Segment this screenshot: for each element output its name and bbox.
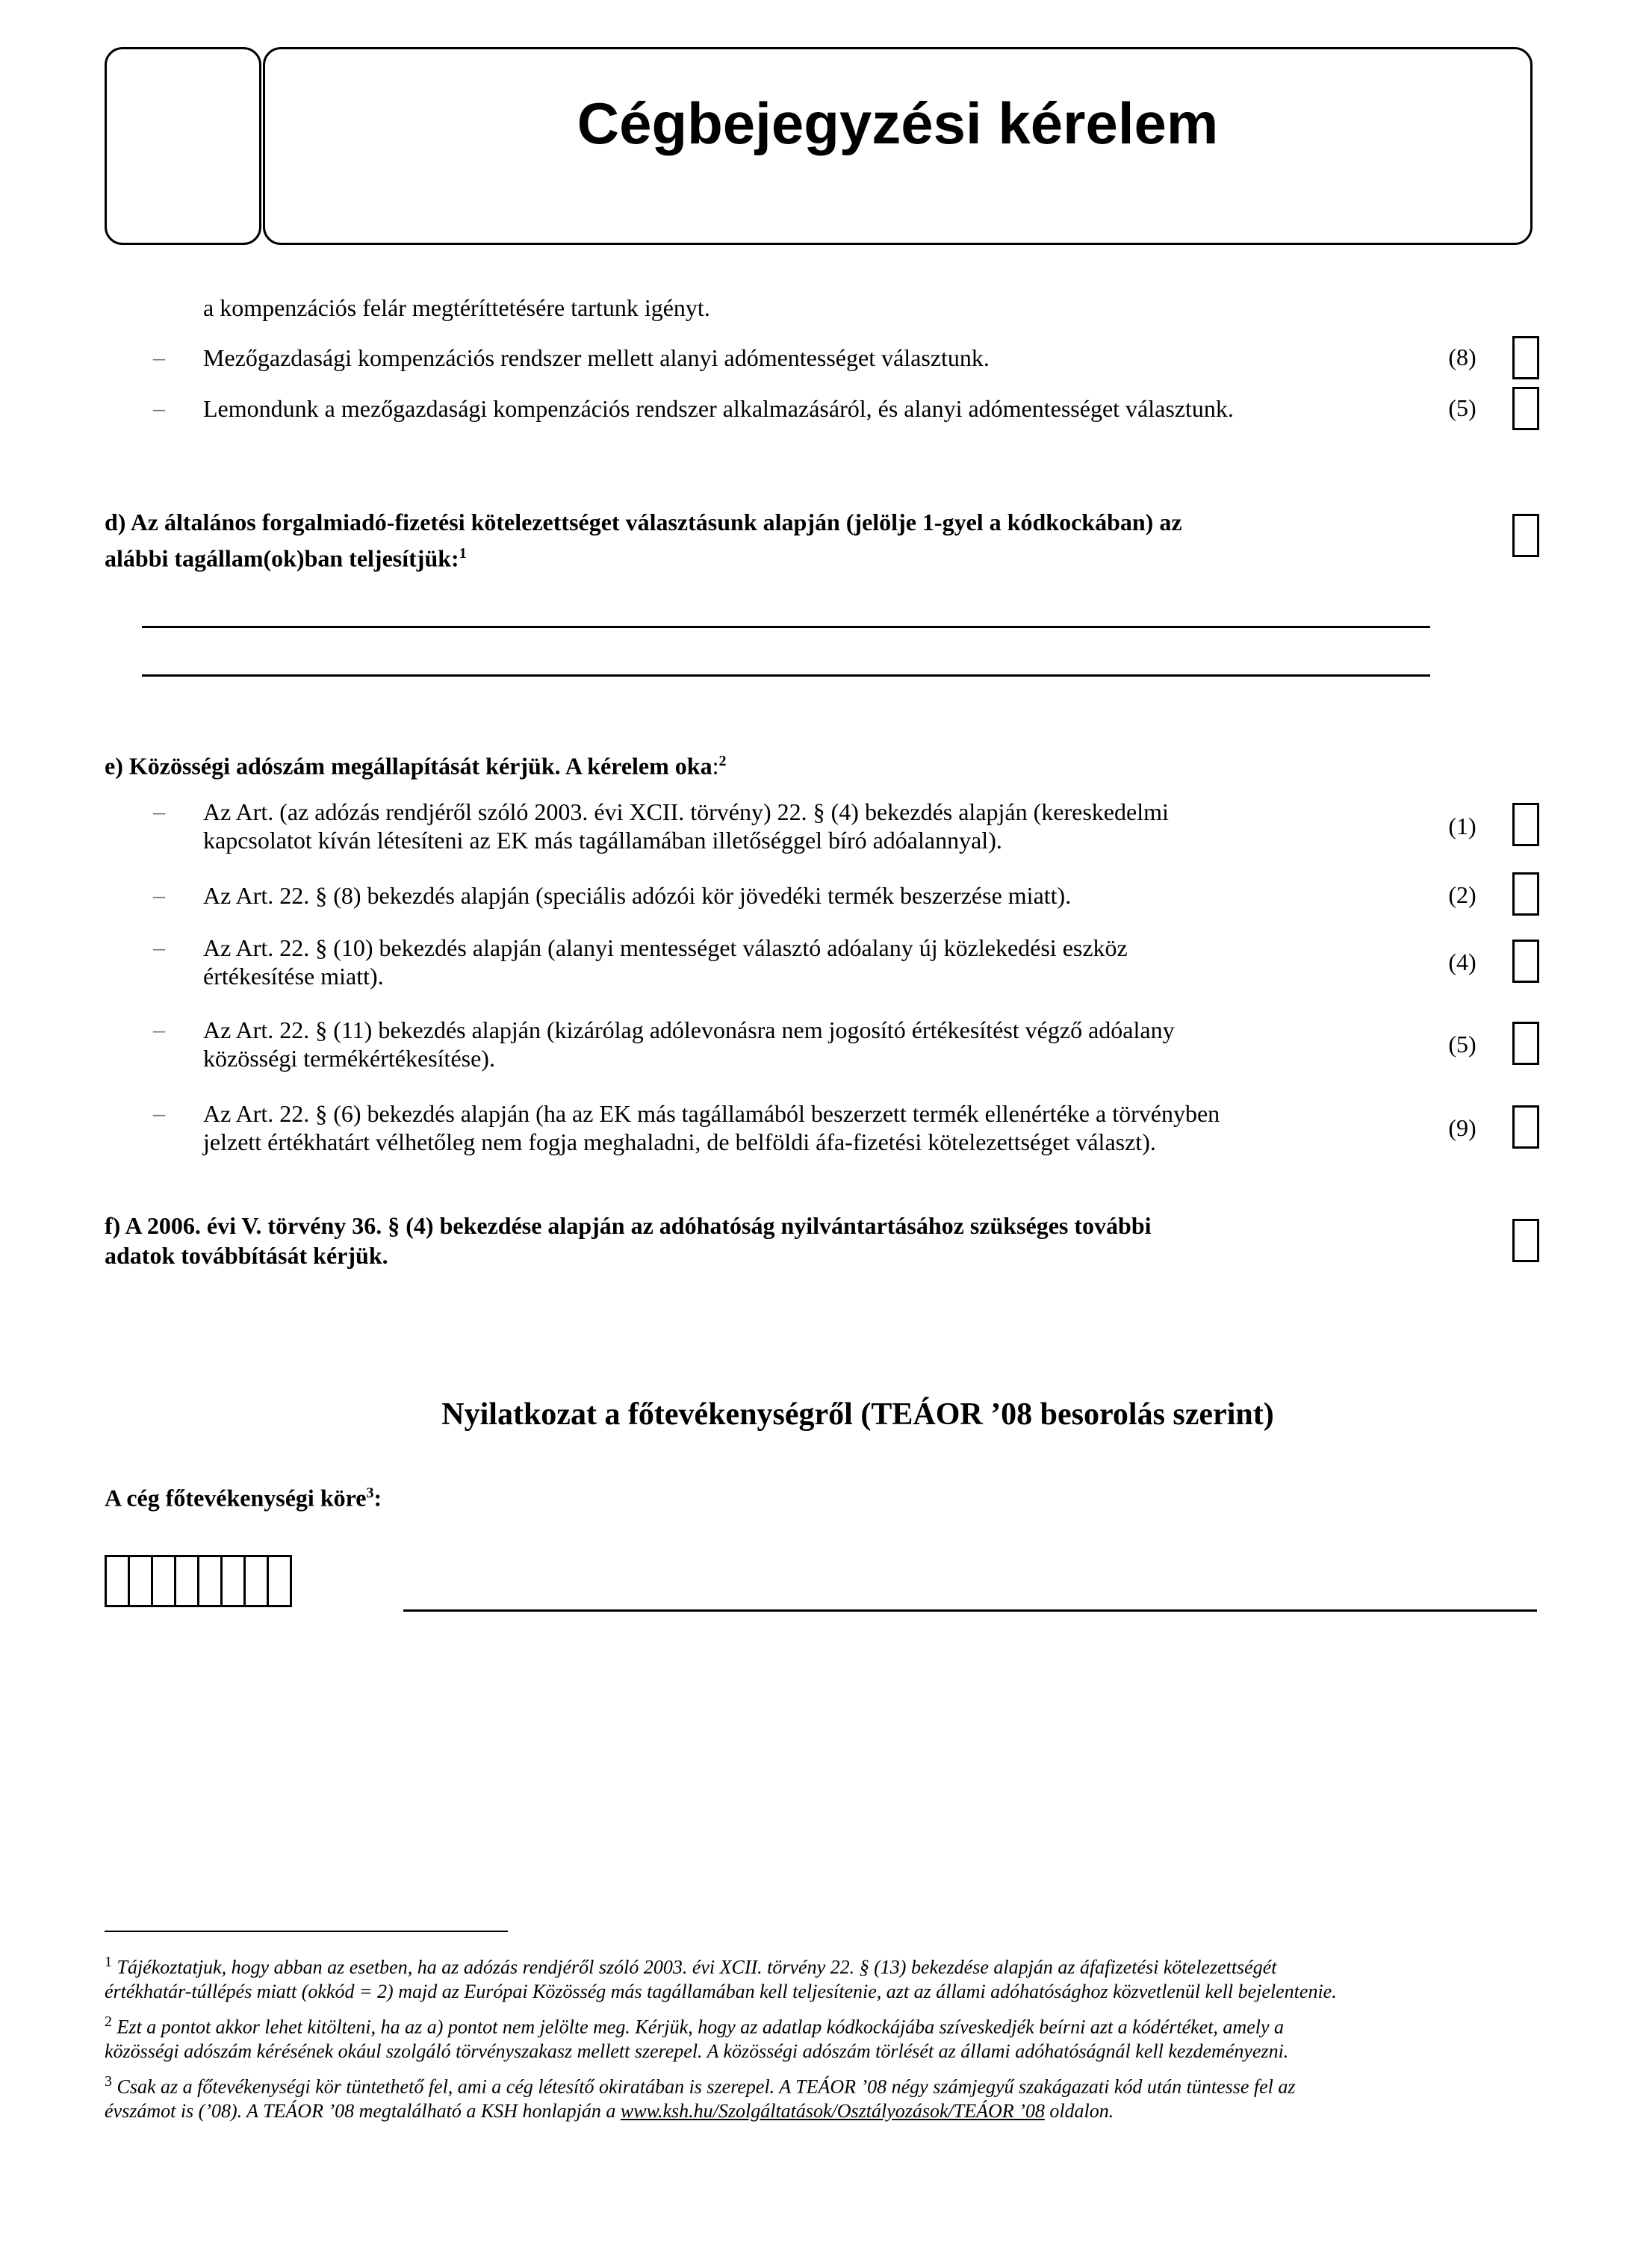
code-box-section-f[interactable] (1512, 1219, 1539, 1262)
list-dash: – (153, 1099, 165, 1126)
main-activity-label: A cég főtevékenységi köre$^3$: (105, 1484, 382, 1512)
footnote-ref: 1 (459, 545, 467, 562)
code-box-reason-9[interactable] (1512, 1105, 1539, 1149)
code-label: (5) (1448, 1031, 1476, 1058)
teaor-digit-box[interactable] (105, 1555, 130, 1607)
compensation-option-5-text: Lemondunk a mezőgazdasági kompenzációs rendszer alkalmazásáról, és alanyi adómentességet választunk. (203, 395, 1234, 422)
teaor-digit-box[interactable] (220, 1555, 246, 1607)
section-d-line1: d) Az általános forgalmiadó-fizetési kötelezettséget választásunk alapján (jelölje 1-gyel a kódkockában) az (105, 509, 1182, 535)
list-dash: – (153, 394, 165, 421)
teaor-digit-box[interactable] (197, 1555, 223, 1607)
code-label: (8) (1448, 344, 1476, 370)
header-left-box (105, 47, 261, 245)
reason-9-line1: Az Art. 22. § (6) bekezdés alapján (ha az EK más tagállamából beszerzett termék ellenértéke a törvényben (203, 1100, 1220, 1127)
code-label: (2) (1448, 881, 1476, 908)
reason-5-line1: Az Art. 22. § (11) bekezdés alapján (kizárólag adólevonásra nem jogosító értékesítést végző adóalany (203, 1016, 1175, 1043)
code-box-reason-5[interactable] (1512, 1022, 1539, 1065)
footnote-3-line2: évszámot is (’08). A TEÁOR ’08 megtalálható a KSH honlapján a www.ksh.hu/Szolgáltatások/Osztályozások/TEÁOR ’08 oldalon. (105, 2100, 1114, 2122)
section-e-heading: e) Közösségi adószám megállapítását kérjük. A kérelem oka:$^2$ (105, 752, 727, 780)
footnote-2-line1: $^2$ Ezt a pontot akkor lehet kitölteni, ha az a) pontot nem jelölte meg. Kérjük, hogy az adatlap kódkockájába szíveskedjék beírni azt a kódértéket, amely a (105, 2013, 1285, 2038)
section-f-line1: f) A 2006. évi V. törvény 36. § (4) bekezdése alapján az adóhatóság nyilvántartásához szükséges további (105, 1212, 1152, 1239)
list-dash: – (153, 1016, 165, 1043)
section-f-line2: adatok továbbítását kérjük. (105, 1242, 388, 1269)
declaration-title: Nyilatkozat a főtevékenységről (TEÁOR ’08 besorolás szerint) (441, 1397, 1274, 1432)
code-box-reason-2[interactable] (1512, 872, 1539, 916)
list-dash: – (153, 881, 165, 908)
reason-4-line2: értékesítése miatt). (203, 963, 384, 990)
reason-5-line2: közösségi termékértékesítése). (203, 1045, 495, 1072)
compensation-continuation: a kompenzációs felár megtéríttetésére tartunk igényt. (203, 294, 710, 321)
footnote-1-line2: értékhatár-túllépés miatt (okkód = 2) majd az Európai Közösség más tagállamában kell teljesítenie, azt az állami adóhatósághoz közvetlenül kell bejelentenie. (105, 1981, 1337, 2002)
teaor-digit-box[interactable] (128, 1555, 153, 1607)
code-label: (9) (1448, 1114, 1476, 1141)
list-dash: – (153, 934, 165, 960)
reason-1-line2: kapcsolatot kíván létesíteni az EK más tagállamában illetőséggel bíró adóalannyal). (203, 827, 1002, 854)
footnote-3-line1: $^3$ Csak az a főtevékenységi kör tüntethető fel, ami a cég létesítő okiratában is szerepel. A TEÁOR ’08 négy számjegyű szakágazati kód után tüntesse fel az (105, 2073, 1296, 2098)
footnote-ref: 2 (718, 753, 727, 769)
footnote-ref: 3 (366, 1485, 374, 1501)
code-label: (5) (1448, 394, 1476, 421)
ksh-teaor-link[interactable]: www.ksh.hu/Szolgáltatások/Osztályozások/TEÁOR ’08 (620, 2100, 1045, 2122)
reason-4-line1: Az Art. 22. § (10) bekezdés alapján (alanyi mentességet választó adóalany új közlekedési eszköz (203, 934, 1128, 961)
footnote-1-line1: $^1$ Tájékoztatjuk, hogy abban az esetben, ha az adózás rendjéről szóló 2003. évi XCII. törvény 22. § (13) bekezdése alapján az áfafizetési kötelezettségét (105, 1954, 1277, 1978)
member-state-line-2[interactable] (142, 674, 1430, 677)
list-dash: – (153, 344, 165, 370)
teaor-digit-box[interactable] (243, 1555, 269, 1607)
teaor-digit-box[interactable] (174, 1555, 199, 1607)
code-label: (1) (1448, 813, 1476, 839)
member-state-line-1[interactable] (142, 626, 1430, 628)
section-d-line2: alábbi tagállam(ok)ban teljesítjük:$^1$ (105, 544, 467, 572)
page-title: Cégbejegyzési kérelem (577, 90, 1219, 156)
teaor-digit-box[interactable] (151, 1555, 176, 1607)
compensation-option-8-text: Mezőgazdasági kompenzációs rendszer mellett alanyi adómentességet választunk. (203, 344, 990, 371)
code-box-reason-1[interactable] (1512, 803, 1539, 846)
reason-2-line1: Az Art. 22. § (8) bekezdés alapján (speciális adózói kör jövedéki termék beszerzése miatt). (203, 882, 1072, 909)
teaor-digit-box[interactable] (267, 1555, 292, 1607)
reason-1-line1: Az Art. (az adózás rendjéről szóló 2003. évi XCII. törvény) 22. § (4) bekezdés alapján (kereskedelmi (203, 798, 1169, 825)
code-box-reason-4[interactable] (1512, 940, 1539, 983)
code-box-comp-8[interactable] (1512, 336, 1539, 379)
list-dash: – (153, 798, 165, 825)
main-activity-description-line[interactable] (403, 1609, 1537, 1612)
footnote-2-line2: közösségi adószám kérésének okául szolgáló törvényszakasz mellett szerepel. A közösségi adószám törlését az állami adóhatóságnál kell kezdeményezni. (105, 2040, 1289, 2062)
reason-9-line2: jelzett értékhatárt vélhetőleg nem fogja meghaladni, de belföldi áfa-fizetési kötelezettséget választ). (203, 1128, 1156, 1155)
code-box-comp-5[interactable] (1512, 387, 1539, 430)
footnote-separator (105, 1931, 508, 1932)
code-label: (4) (1448, 948, 1476, 975)
teaor-code-boxes (105, 1555, 292, 1607)
code-box-section-d[interactable] (1512, 514, 1539, 557)
